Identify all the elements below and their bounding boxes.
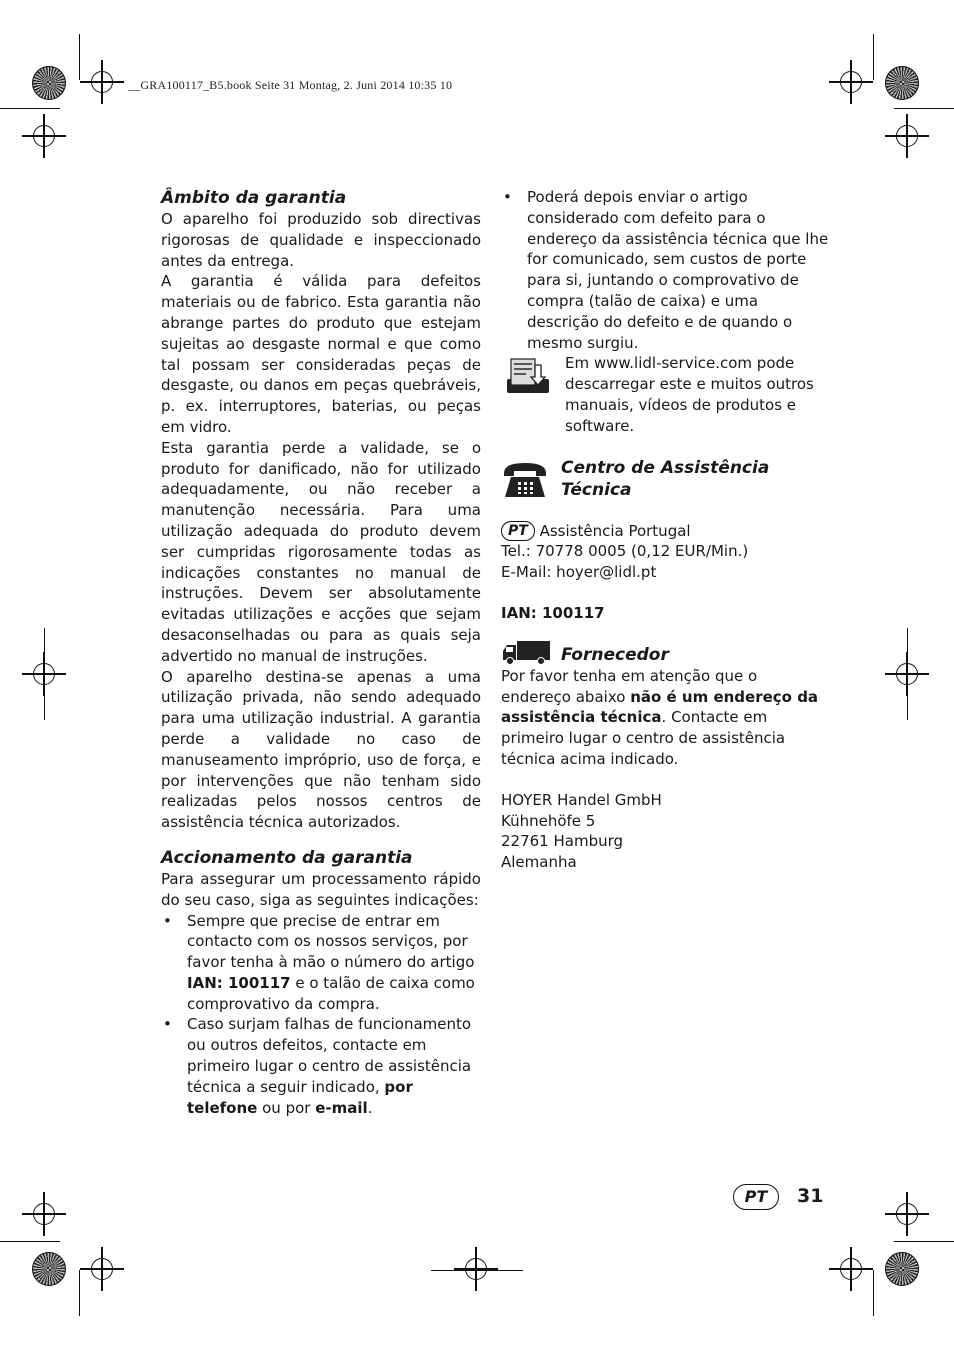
crop-mark-icon	[840, 71, 862, 93]
phone-icon	[501, 461, 549, 505]
scope-paragraph-2: A garantia é válida para defeitos materiais ou de fabrico. Esta garantia não abrange partes do produto que estejam sujeitas ao desgaste normal e que como tal possam ser consideradas peças de desgaste, ou danos em peças quebráveis, p. ex. interruptores, baterias, ou peças em vidro.	[161, 272, 481, 436]
address-line: 22761 Hamburg	[501, 832, 624, 851]
crop-mark-icon	[33, 1203, 55, 1225]
trim-line	[0, 1241, 60, 1242]
supplier-heading-block	[501, 644, 831, 666]
trim-line	[907, 628, 908, 720]
claim-intro: Para assegurar um processamento rápido do seu caso, siga as seguintes indicações:	[161, 869, 481, 909]
service-tel: Tel.: 70778 0005 (0,12 EUR/Min.)	[501, 542, 749, 561]
trim-line	[0, 108, 60, 109]
service-line: PT Assistência Portugal	[501, 521, 831, 542]
trim-line	[79, 34, 80, 80]
registration-rosette-top-right	[885, 66, 919, 100]
language-badge: PT	[733, 1184, 779, 1210]
crop-mark-icon	[33, 125, 55, 147]
trim-line	[873, 34, 874, 80]
scope-paragraph-1: O aparelho foi produzido sob directivas rigorosas de qualidade e inspeccionado antes da entrega.	[161, 210, 481, 270]
truck-icon	[501, 640, 551, 672]
crop-mark-icon	[896, 125, 918, 147]
scope-paragraph-3: Esta garantia perde a validade, se o produto for danificado, não for utilizado adequadamente, ou não receber a manutenção necessária. Para uma utilização adequada do produto devem ser cumpridas rigorosamente todas as indicações constantes no manual de instruções. Devem ser absolutamente evitadas utilizações e acções que sejam desaconselhadas ou para as quais seja advertido no manual de instruções.	[161, 438, 481, 665]
scope-paragraph-4: O aparelho destina-se apenas a uma utilização privada, não sendo adequado para uma utilização industrial. A garantia perde a validade no caso de manuseamento impróprio, uso de força, e por intervenções que não tenham sido realizadas pelos nossos centros de assistência técnica autorizados.	[161, 667, 481, 832]
right-column	[501, 187, 831, 873]
crop-mark-icon	[896, 1203, 918, 1225]
crop-mark-icon	[91, 71, 113, 93]
address-line: Alemanha	[501, 853, 577, 872]
registration-rosette-bottom-right	[885, 1252, 919, 1286]
claim-list	[161, 911, 481, 1119]
service-heading: Centro de Assistência Técnica	[561, 457, 770, 500]
download-icon	[505, 357, 551, 401]
supplier-note: Por favor tenha em atenção que o endereço abaixo não é um endereço da assistência técnica. Contacte em primeiro lugar o centro de assistência técnica acima indicado.	[501, 666, 819, 768]
service-heading-block	[501, 457, 831, 503]
trim-line	[894, 1241, 954, 1242]
trim-line	[44, 628, 45, 720]
crop-mark-icon	[840, 1258, 862, 1280]
registration-rosette-top-left	[32, 66, 66, 100]
page-number: 31	[797, 1185, 824, 1207]
download-note	[501, 353, 831, 436]
list-item: • Poderá depois enviar o artigo considerado com defeito para o endereço da assistência técnica que lhe for comunicado, sem custos de porte para si, juntando o comprovativo de compra (talão de caixa) e uma descrição do defeito e de quando o mesmo surgiu.	[501, 187, 831, 353]
list-item: • Sempre que precise de entrar em contacto com os nossos serviços, por favor tenha à mão o número do artigo IAN: 100117 e o talão de caixa como comprovativo da compra.	[161, 911, 481, 1015]
list-item: • Caso surjam falhas de funcionamento ou outros defeitos, contacte em primeiro lugar o centro de assistência técnica a seguir indicado, por telefone ou por e-mail.	[161, 1014, 481, 1118]
service-email: E-Mail: hoyer@lidl.pt	[501, 563, 657, 582]
left-column	[161, 187, 481, 1118]
crop-mark-icon	[465, 1258, 487, 1280]
download-text: Em www.lidl-service.com pode descarregar este e muitos outros manuais, vídeos de produtos e software.	[565, 354, 814, 435]
claim-heading: Accionamento da garantia	[161, 847, 413, 868]
ian-number: IAN: 100117	[501, 603, 605, 622]
registration-rosette-bottom-left	[32, 1252, 66, 1286]
country-badge: PT	[501, 521, 535, 541]
claim-list-continued	[501, 187, 831, 353]
trim-line	[431, 1270, 523, 1271]
supplier-address	[501, 790, 831, 873]
scope-heading: Âmbito da garantia	[161, 188, 347, 208]
crop-mark-icon	[91, 1258, 113, 1280]
address-line: HOYER Handel GmbH	[501, 790, 662, 809]
trim-line	[79, 1270, 80, 1316]
print-header: __GRA100117_B5.book Seite 31 Montag, 2. Juni 2014 10:35 10	[128, 78, 453, 92]
supplier-heading: Fornecedor	[561, 644, 669, 665]
address-line: Kühnehöfe 5	[501, 811, 596, 830]
trim-line	[894, 108, 954, 109]
trim-line	[873, 1270, 874, 1316]
